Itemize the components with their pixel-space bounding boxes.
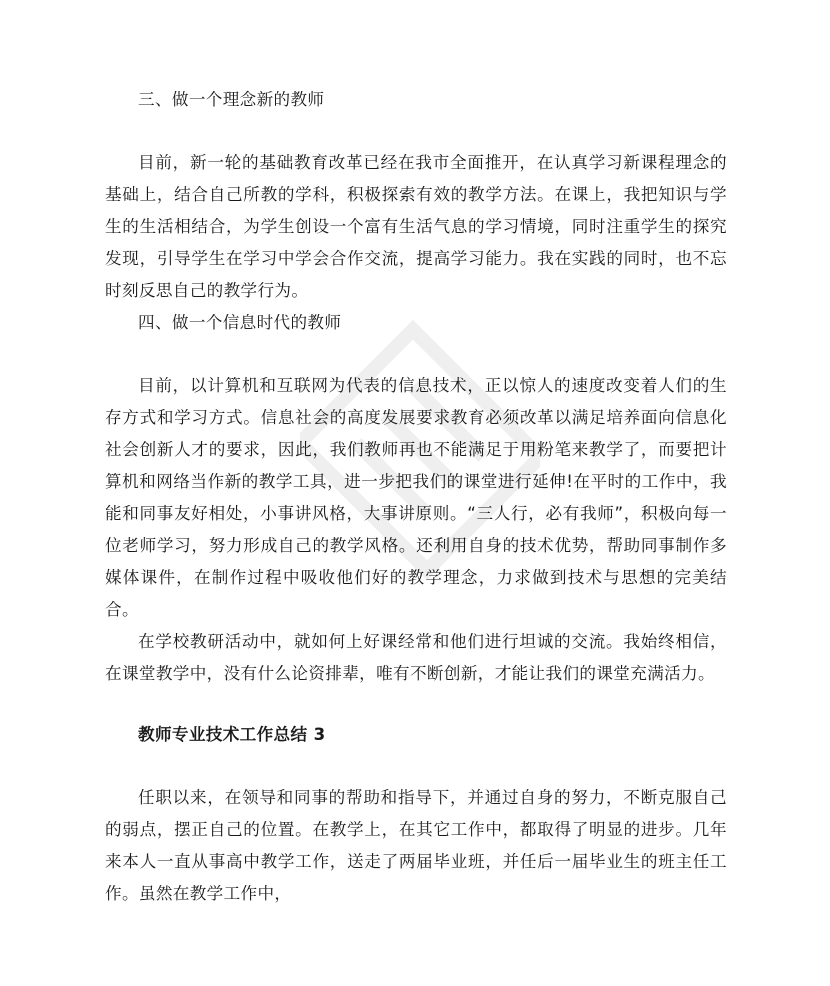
section-heading-4: 四、做一个信息时代的教师 <box>138 313 342 332</box>
paragraph-teaching-research: 在学校教研活动中，就如何上好课经常和他们进行坦诚的交流。我始终相信，在课堂教学中，没有什么论资排辈，唯有不断创新，才能让我们的课堂充满活力。 <box>105 632 727 683</box>
paragraph-information-age: 目前，以计算机和互联网为代表的信息技术，正以惊人的速度改变着人们的生存方式和学习方式。信息社会的高度发展要求教育必须改革以满足培养面向信息化社会创新人才的要求，因此，我们教师再也不能满足于用粉笔来教学了，而要把计算机和网络当作新的教学工具，进一步把我们的课堂进行延伸!在平时的工作中，我能和同事友好相处，小事讲风格，大事讲原则。“三人行，必有我师”，积极向每一位老师学习，努力形成自己的教学风格。还利用自身的技术优势，帮助同事制作多媒体课件，在制作过程中吸收他们好的教学理念，力求做到技术与思想的完美结合。 <box>105 376 727 619</box>
section-heading-3: 三、做一个理念新的教师 <box>138 90 325 109</box>
paragraph-work-summary: 任职以来，在领导和同事的帮助和指导下，并通过自身的努力，不断克服自己的弱点，摆正自己的位置。在教学上，在其它工作中，都取得了明显的进步。几年来本人一直从事高中教学工作，送走了两届毕业班，并任后一届毕业生的班主任工作。虽然在教学工作中， <box>105 788 727 903</box>
document-subtitle: 教师专业技术工作总结 3 <box>138 725 326 744</box>
paragraph-concept-teacher: 目前，新一轮的基础教育改革已经在我市全面推开，在认真学习新课程理念的基础上，结合自己所教的学科，积极探索有效的教学方法。在课上，我把知识与学生的生活相结合，为学生创设一个富有生活气息的学习情境，同时注重学生的探究发现，引导学生在学习中学会合作交流，提高学习能力。我在实践的同时，也不忘时刻反思自己的教学行为。 <box>105 153 727 300</box>
